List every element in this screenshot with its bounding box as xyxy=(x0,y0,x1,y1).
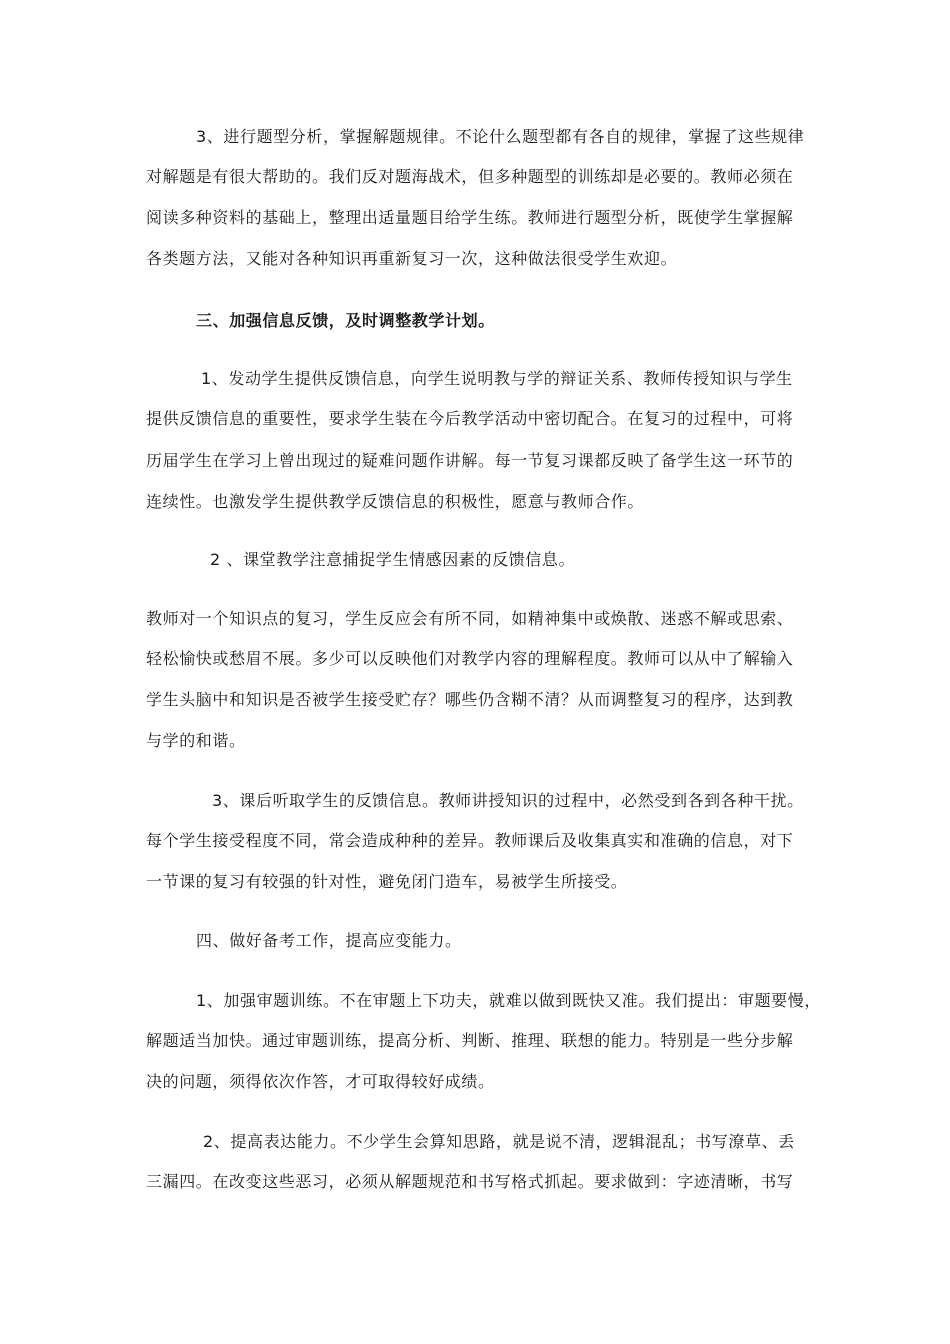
para-feedback-3-line-3: 一节课的复习有较强的针对性，避免闭门造车，易被学生所接受。 xyxy=(146,872,628,891)
para-feedback-1-line-4: 连续性。也激发学生提供教学反馈信息的积极性，愿意与教师合作。 xyxy=(146,492,645,511)
para-exam-2-line-2: 三漏四。在改变这些恶习，必须从解题规范和书写格式抓起。要求做到：字迹清晰，书写 xyxy=(146,1172,794,1191)
para-exam-1-line-3: 决的问题，须得依次作答，才可取得较好成绩。 xyxy=(146,1072,495,1091)
para-feedback-1-line-1: 1、发动学生提供反馈信息，向学生说明教与学的辩证关系、教师传授知识与学生 xyxy=(201,369,793,388)
para-feedback-3-line-2: 每个学生接受程度不同，常会造成种种的差异。教师课后及收集真实和准确的信息，对下 xyxy=(146,831,794,850)
para-feedback-2-line-4: 与学的和谐。 xyxy=(146,731,246,750)
para-feedback-1-line-3: 历届学生在学习上曾出现过的疑难问题作讲解。每一节复习课都反映了备学生这一环节的 xyxy=(146,451,794,470)
para-feedback-2-heading: 2 、课堂教学注意捕捉学生情感因素的反馈信息。 xyxy=(210,550,576,569)
section-heading-4: 四、做好备考工作，提高应变能力。 xyxy=(196,931,462,950)
para-feedback-2-line-1: 教师对一个知识点的复习，学生反应会有所不同，如精神集中或焕散、迷惑不解或思索、 xyxy=(146,609,794,628)
para-feedback-1-line-2: 提供反馈信息的重要性，要求学生装在今后教学活动中密切配合。在复习的过程中，可将 xyxy=(146,409,794,428)
para-feedback-2-line-2: 轻松愉快或愁眉不展。多少可以反映他们对教学内容的理解程度。教师可以从中了解输入 xyxy=(146,649,794,668)
para-3-line-1: 3、进行题型分析，掌握解题规律。不论什么题型都有各自的规律，掌握了这些规律 xyxy=(196,127,805,146)
section-heading-3: 三、加强信息反馈，及时调整教学计划。 xyxy=(196,311,495,330)
para-3-line-4: 各类题方法，又能对各种知识再重新复习一次，这种做法很受学生欢迎。 xyxy=(146,249,678,268)
para-exam-2-line-1: 2、提高表达能力。不少学生会算知思路，就是说不清，逻辑混乱；书写潦草、丢 xyxy=(203,1132,795,1151)
para-exam-1-line-2: 解题适当加快。通过审题训练，提高分析、判断、推理、联想的能力。特别是一些分步解 xyxy=(146,1031,794,1050)
para-exam-1-line-1: 1、加强审题训练。不在审题上下功夫，就难以做到既快又准。我们提出：审题要慢， xyxy=(196,991,821,1010)
para-feedback-2-line-3: 学生头脑中和知识是否被学生接受贮存？哪些仍含糊不清？从而调整复习的程序，达到教 xyxy=(146,690,794,709)
para-3-line-3: 阅读多种资料的基础上，整理出适量题目给学生练。教师进行题型分析，既使学生掌握解 xyxy=(146,208,794,227)
para-feedback-3-line-1: 3、课后听取学生的反馈信息。教师讲授知识的过程中，必然受到各到各种干扰。 xyxy=(212,791,804,810)
para-3-line-2: 对解题是有很大帮助的。我们反对题海战术，但多种题型的训练却是必要的。教师必须在 xyxy=(146,167,794,186)
